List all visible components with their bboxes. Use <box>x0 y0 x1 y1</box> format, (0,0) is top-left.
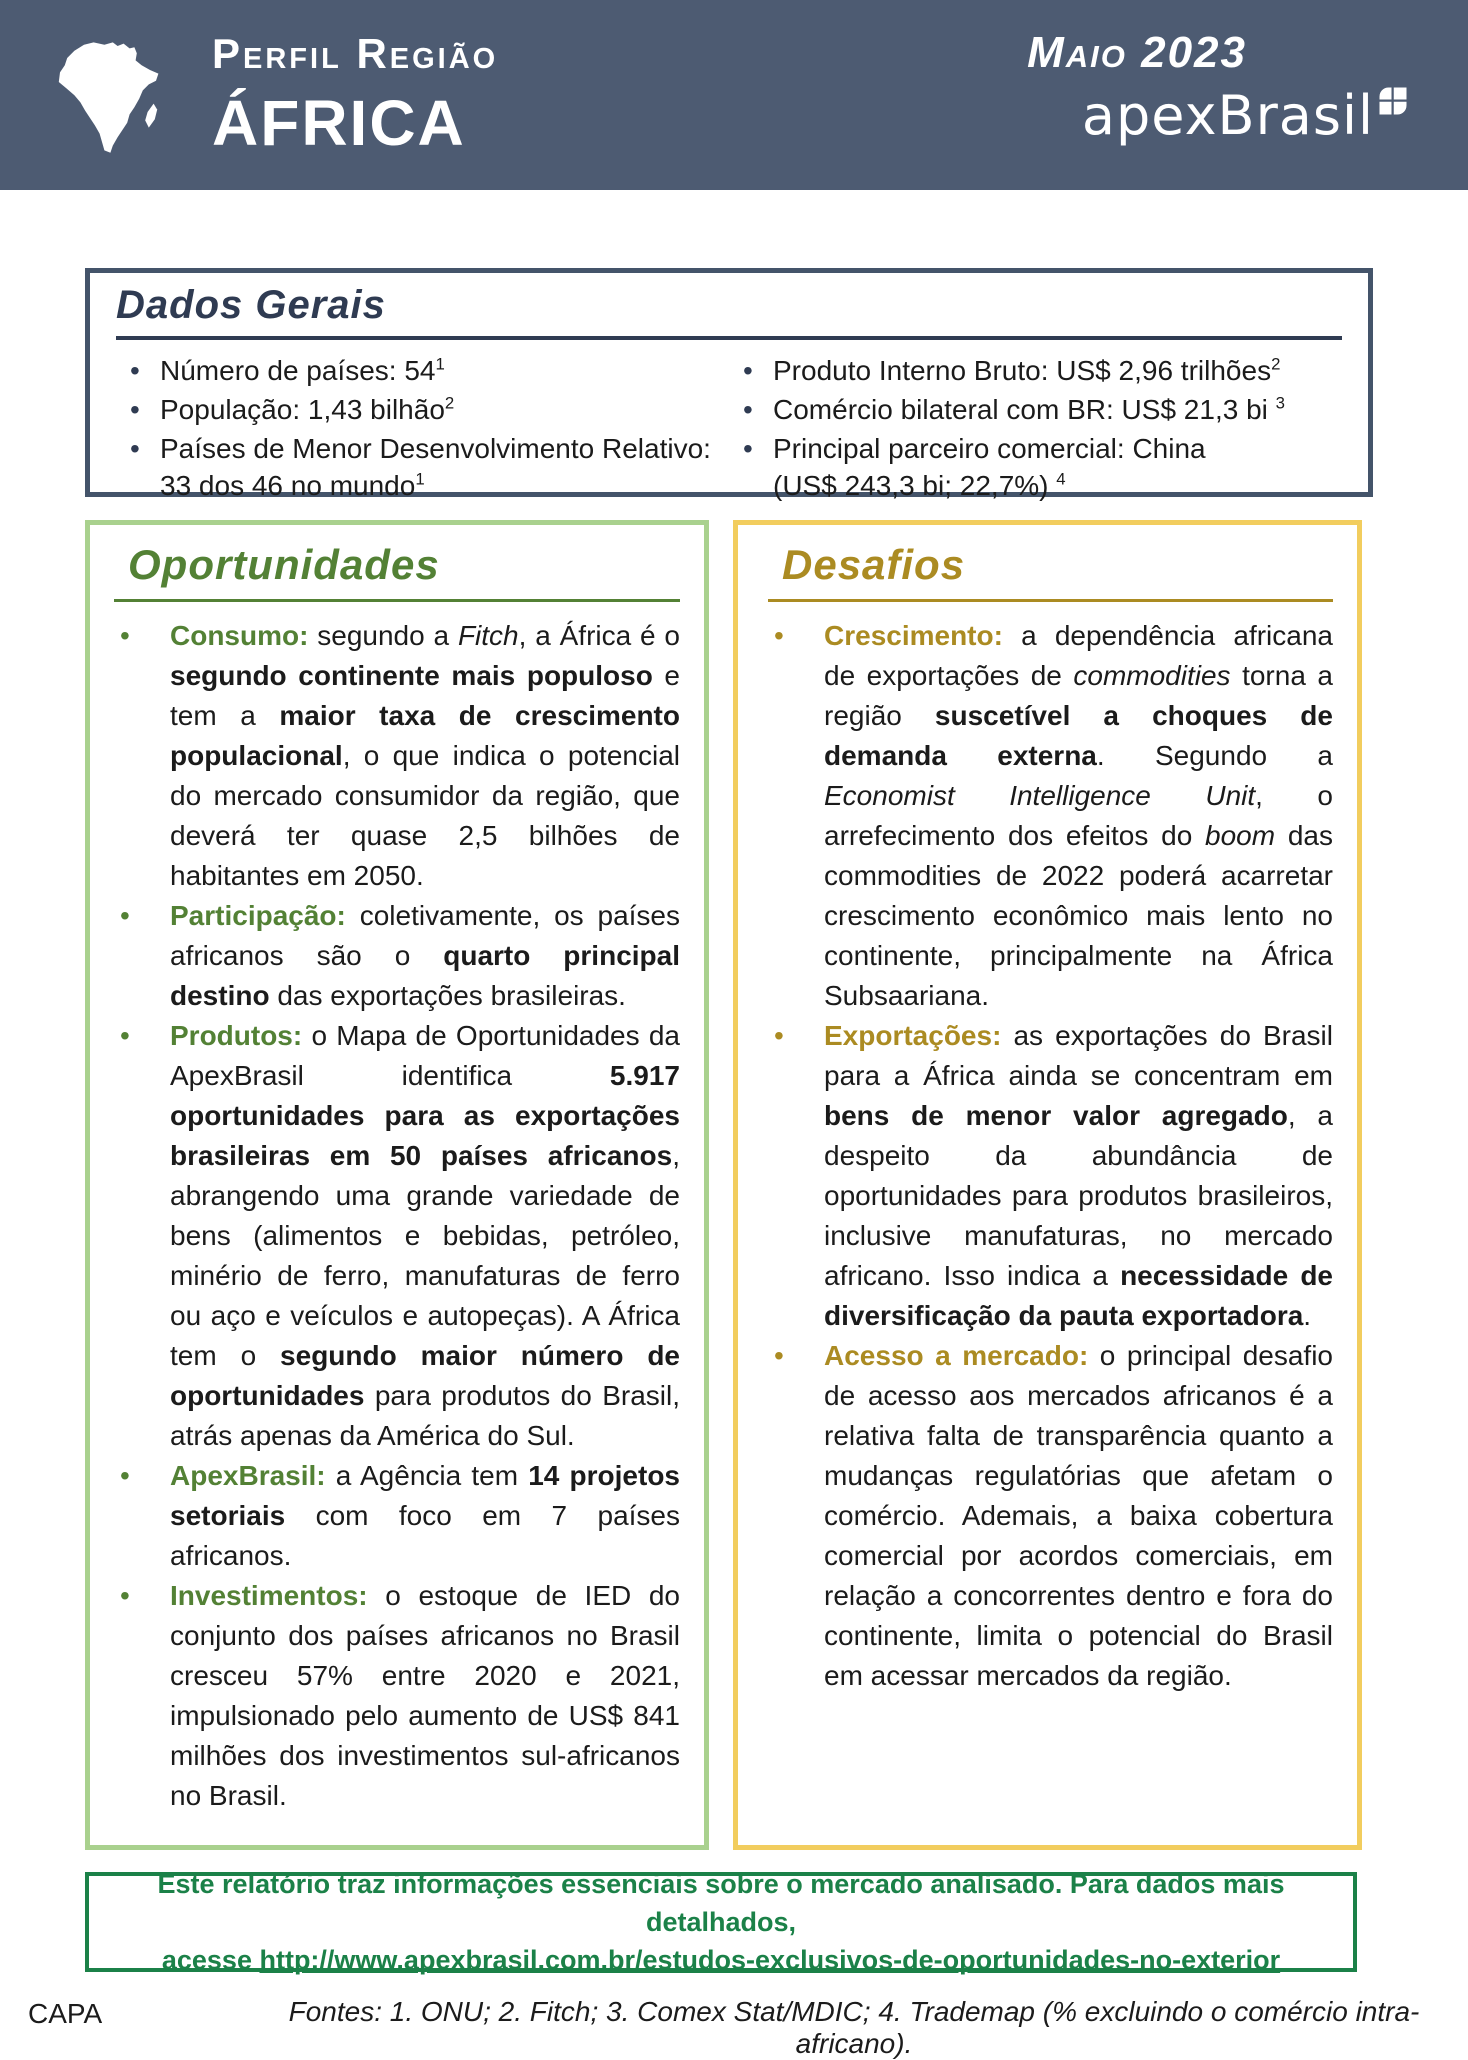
header-band <box>0 0 1468 190</box>
bullet-label: Investimentos: <box>170 1580 368 1611</box>
bullet-text: o Mapa de Oportunidades da ApexBrasil identifica 5.917 oportunidades para as exportações brasileiras em 50 países africanos, abrangendo uma grande variedade de bens (alimentos e bebidas, petróleo, minério de ferro, manufaturas de ferro ou aço e veículos e autopeças). A África tem o segundo maior número de oportunidades para produtos do Brasil, atrás apenas da América do Sul. <box>170 1020 680 1451</box>
oportunidades-title: Oportunidades <box>114 541 680 602</box>
apexbrasil-logo-text: apexBrasil <box>1081 84 1374 147</box>
bullet-text: as exportações do Brasil para a África ainda se concentram em bens de menor valor agregado, a despeito da abundância de oportunidades para produtos brasileiros, inclusive manufaturas, no mercado africano. Isso indica a necessidade de diversificação da pauta exportadora. <box>824 1020 1333 1331</box>
list-item: • Número de países: $54^1$ <box>116 352 729 389</box>
bullet-label: Acesso a mercado: <box>824 1340 1089 1371</box>
bullet-label: Exportações: <box>824 1020 1002 1051</box>
list-item: • Principal parceiro comercial: China (US$ 243,3 bi; 22,7%) $^4$ <box>729 430 1342 504</box>
columns-row <box>85 520 1362 1850</box>
bullet-text: o principal desafio de acesso aos mercados africanos é a relativa falta de transparência quanto a mudanças regulatórias que afetam o comércio. Ademais, a baixa cobertura comercial por acordos comerciais, em relação a concorrentes dentro e fora do continente, limita o potencial do Brasil em acessar mercados da região. <box>824 1340 1333 1691</box>
bullet-item <box>768 616 1333 1016</box>
bullet-item <box>114 1016 680 1456</box>
bullet-item <box>114 1576 680 1816</box>
oportunidades-list <box>114 616 680 1816</box>
report-date: Maio 2023 <box>1027 28 1247 77</box>
desafios-title: Desafios <box>768 541 1333 602</box>
oportunidades-box <box>85 520 709 1850</box>
sources-line: Fontes: 1. ONU; 2. Fitch; 3. Comex Stat/MDIC; 4. Trademap (% excluindo o comércio intra-africano). <box>288 1996 1420 2059</box>
desafios-list <box>768 616 1333 1696</box>
list-item: • População: 1,43 bilhão$^2$ <box>116 391 729 428</box>
notice-text: Este relatório traz informações essenciais sobre o mercado analisado. Para dados mais detalhados, acesse http://www.apexbrasil.com.br/estudos-exclusivos-de-oportunidades-no-exterior <box>157 1869 1285 1975</box>
report-kicker: Perfil Região <box>212 30 499 77</box>
list-item: • Produto Interno Bruto: US$ 2,96 trilhões$^2$ <box>729 352 1342 389</box>
dados-gerais-list-left <box>116 350 729 506</box>
page-label-capa: CAPA <box>28 1998 103 2029</box>
bullet-label: Consumo: <box>170 620 309 651</box>
bullet-item <box>768 1016 1333 1336</box>
bullet-text: a Agência tem 14 projetos setoriais com foco em 7 países africanos. <box>170 1460 680 1571</box>
bullet-text: a dependência africana de exportações de commodities torna a região suscetível a choques de demanda externa. Segundo a Economist Intelligence Unit, o arrefecimento dos efeitos do boom das commodities de 2022 poderá acarretar crescimento econômico mais lento no continente, principalmente na África Subsaariana. <box>824 620 1333 1011</box>
bullet-item <box>114 1456 680 1576</box>
page-title: ÁFRICA <box>212 87 466 159</box>
bullet-item <box>114 896 680 1016</box>
apexbrasil-logo <box>1082 84 1408 148</box>
list-item: • Comércio bilateral com BR: US$ 21,3 bi $^3$ <box>729 391 1342 428</box>
dados-gerais-title: Dados Gerais <box>116 283 1342 340</box>
bullet-text: segundo a Fitch, a África é o segundo continente mais populoso e tem a maior taxa de crescimento populacional, o que indica o potencial do mercado consumidor da região, que deverá ter quase 2,5 bilhões de habitantes em 2050. <box>170 620 681 891</box>
bullet-item <box>114 616 680 896</box>
apexbrasil-logo-icon <box>1378 86 1408 116</box>
africa-map-icon <box>32 34 184 166</box>
bullet-label: Participação: <box>170 900 346 931</box>
list-item: • Países de Menor Desenvolvimento Relativo: 33 dos 46 no mundo$^1$ <box>116 430 729 504</box>
dados-gerais-columns <box>116 350 1342 506</box>
bullet-text: o estoque de IED do conjunto dos países africanos no Brasil cresceu 57% entre 2020 e 2021, impulsionado pelo aumento de US$ 841 milhões dos investimentos sul-africanos no Brasil. <box>170 1580 680 1811</box>
report-link[interactable]: http://www.apexbrasil.com.br/estudos-exclusivos-de-oportunidades-no-exterior <box>259 1945 1281 1975</box>
bullet-label: Crescimento: <box>824 620 1003 651</box>
desafios-box <box>733 520 1362 1850</box>
report-notice-box <box>85 1869 1357 1975</box>
dados-gerais-box <box>85 268 1373 501</box>
bullet-label: Produtos: <box>170 1020 303 1051</box>
bullet-text: coletivamente, os países africanos são o quarto principal destino das exportações brasileiras. <box>170 900 680 1011</box>
bullet-label: ApexBrasil: <box>170 1460 326 1491</box>
bullet-item <box>768 1336 1333 1696</box>
dados-gerais-list-right <box>729 350 1342 506</box>
